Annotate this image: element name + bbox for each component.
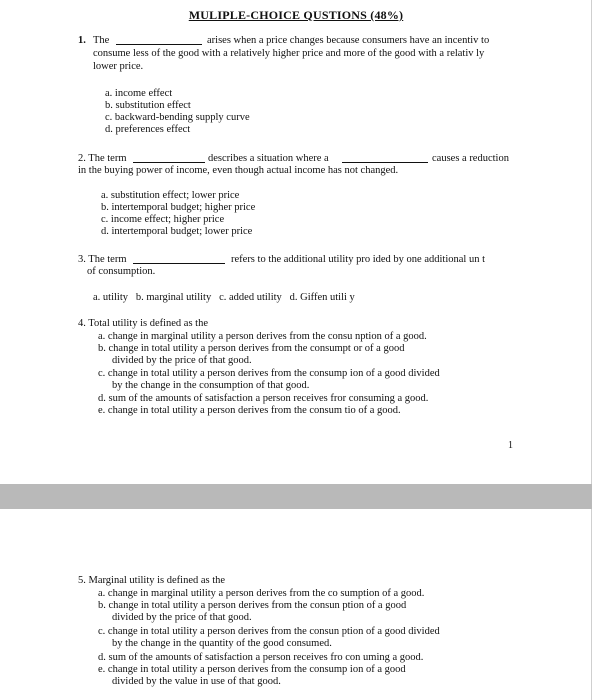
q4-option-d: d. sum of the amounts of satisfaction a person receives fror consuming a good.: [98, 393, 429, 404]
q5-option-c-cont: by the change in the quantity of the good consumed.: [112, 638, 332, 649]
q3-stem-line2: of consumption.: [87, 266, 156, 277]
q1-option-c: c. backward-bending supply curve: [105, 112, 250, 123]
q1-number: 1.: [78, 35, 86, 46]
q5-option-e-cont: divided by the value in use of that good.: [112, 676, 281, 687]
q4-option-b-cont: divided by the price of that good.: [112, 355, 252, 366]
q1-option-d: d. preferences effect: [105, 124, 191, 135]
q1-blank: [116, 35, 202, 45]
q5-option-b-cont: divided by the price of that good.: [112, 612, 252, 623]
q4-option-b: b. change in total utility a person derives from the consumpt or of a good: [98, 343, 405, 354]
q4-option-c: c. change in total utility a person derives from the consump ion of a good divided: [98, 368, 440, 379]
q3-stem-end: refers to the additional utility pro ided by one additional un t: [231, 254, 485, 265]
q2-stem-mid: describes a situation where a: [208, 153, 329, 164]
q2-blank-1: [133, 153, 205, 163]
q5-stem: 5. Marginal utility is defined as the: [78, 575, 226, 586]
q2-blank-2: [342, 153, 428, 163]
q4-option-a: a. change in marginal utility a person derives from the consu nption of a good.: [98, 331, 427, 342]
document-page-2: [0, 509, 592, 700]
q3-options: a. utility b. marginal utility c. added utility d. Giffen utili y: [93, 292, 355, 303]
q2-stem-line2: in the buying power of income, even though actual income has not changed.: [78, 165, 399, 176]
q1-stem-line3: lower price.: [93, 61, 144, 72]
q4-stem: 4. Total utility is defined as the: [78, 318, 209, 329]
q1-stem-line1: arises when a price changes because consumers have an incentiv to: [207, 35, 490, 46]
q5-option-c: c. change in total utility a person derives from the consun ption of a good divided: [98, 626, 440, 637]
q3-blank: [133, 254, 225, 264]
q2-option-c: c. income effect; higher price: [101, 214, 225, 225]
q4-option-e: e. change in total utility a person derives from the consum tio of a good.: [98, 405, 401, 416]
q2-option-b: b. intertemporal budget; higher price: [101, 202, 256, 213]
q1-stem-line2: consume less of the good with a relatively higher price and more of the good with a relativ ly: [93, 48, 485, 59]
q1-stem-start: The: [93, 35, 110, 46]
q5-option-a: a. change in marginal utility a person derives from the co sumption of a good.: [98, 588, 425, 599]
q5-option-b: b. change in total utility a person derives from the consun ption of a good: [98, 600, 407, 611]
page-separator: [0, 484, 592, 509]
q3-stem-start: 3. The term: [78, 254, 127, 265]
page-title: MULIPLE-CHOICE QUSTIONS (48%): [188, 8, 404, 22]
q1-option-b: b. substitution effect: [105, 100, 191, 111]
q4-option-c-cont: by the change in the consumption of that good.: [112, 380, 310, 391]
q5-option-e: e. change in total utility a person derives from the consump ion of a good: [98, 664, 406, 675]
q5-option-d: d. sum of the amounts of satisfaction a person receives fro con uming a good.: [98, 652, 424, 663]
q2-stem-end: causes a reduction: [432, 153, 509, 164]
q1-option-a: a. income effect: [105, 88, 173, 99]
q2-option-d: d. intertemporal budget; lower price: [101, 226, 253, 237]
q2-option-a: a. substitution effect; lower price: [101, 190, 240, 201]
q2-stem-start: 2. The term: [78, 153, 127, 164]
page-number: 1: [508, 440, 513, 451]
